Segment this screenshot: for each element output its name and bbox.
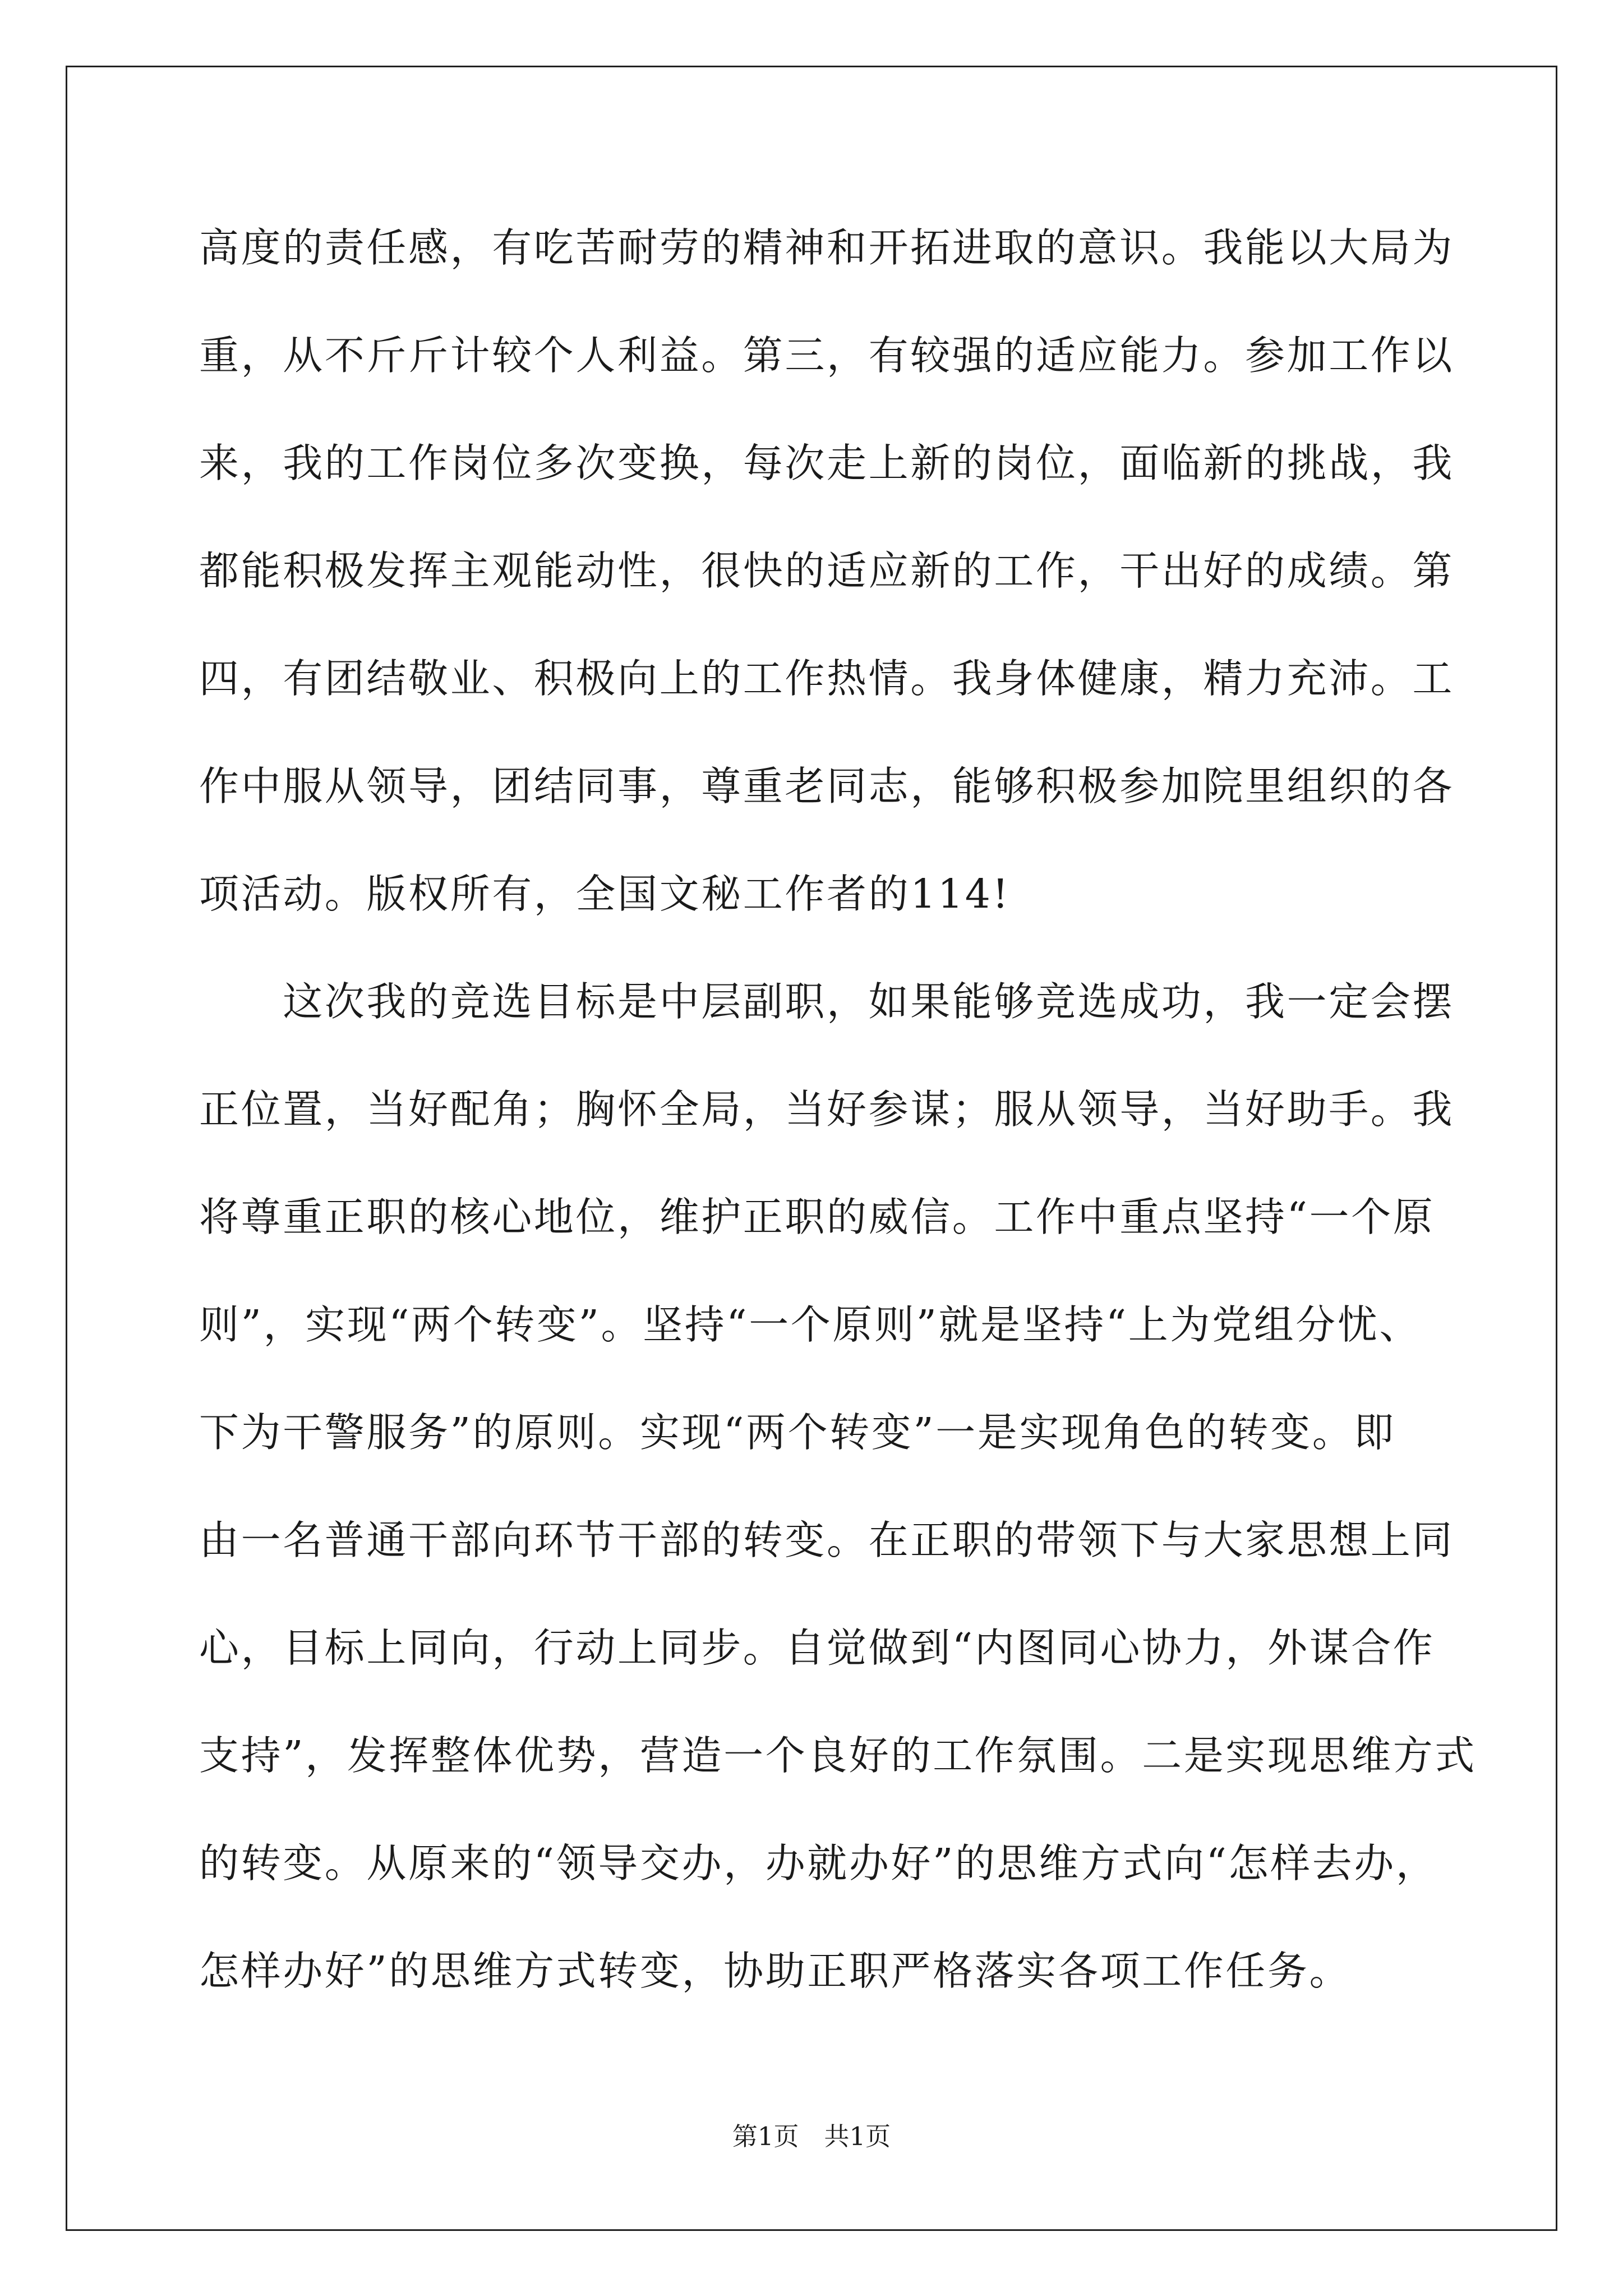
body-line-8: 这次我的竞选目标是中层副职，如果能够竞选成功，我一定会摆 [199, 978, 1455, 1025]
body-line-9: 正位置，当好配角；胸怀全局，当好参谋；服从领导，当好助手。我 [199, 1086, 1455, 1133]
body-line-13: 由一名普通干部向环节干部的转变。在正职的带领下与大家思想上同 [199, 1517, 1455, 1563]
body-line-17: 怎样办好”的思维方式转变，协助正职严格落实各项工作任务。 [199, 1948, 1352, 1994]
body-line-7: 项活动。版权所有，全国文秘工作者的114! [199, 871, 1011, 917]
body-line-6: 作中服从领导，团结同事，尊重老同志，能够积极参加院里组织的各 [199, 763, 1455, 809]
body-line-5: 四，有团结敬业、积极向上的工作热情。我身体健康，精力充沛。工 [199, 655, 1455, 702]
body-line-14: 心，目标上同向，行动上同步。自觉做到“内图同心协力，外谋合作 [199, 1625, 1435, 1671]
page-border [66, 66, 1557, 2231]
page-number-footer: 第1页 共1页 [732, 2122, 891, 2151]
body-line-12: 下为干警服务”的原则。实现“两个转变”一是实现角色的转变。即 [199, 1409, 1396, 1456]
body-line-15: 支持”，发挥整体优势，营造一个良好的工作氛围。二是实现思维方式 [199, 1732, 1477, 1779]
body-line-10: 将尊重正职的核心地位，维护正职的威信。工作中重点坚持“一个原 [199, 1194, 1435, 1240]
body-line-4: 都能积极发挥主观能动性，很快的适应新的工作，干出好的成绩。第 [199, 547, 1455, 594]
body-line-11: 则”，实现“两个转变”。坚持“一个原则”就是坚持“上为党组分忧、 [199, 1301, 1421, 1348]
body-line-3: 来，我的工作岗位多次变换，每次走上新的岗位，面临新的挑战，我 [199, 440, 1455, 486]
body-line-16: 的转变。从原来的“领导交办，办就办好”的思维方式向“怎样去办， [199, 1840, 1438, 1887]
body-line-1: 高度的责任感，有吃苦耐劳的精神和开拓进取的意识。我能以大局为 [199, 224, 1455, 271]
body-line-2: 重，从不斤斤计较个人利益。第三，有较强的适应能力。参加工作以 [199, 332, 1455, 379]
